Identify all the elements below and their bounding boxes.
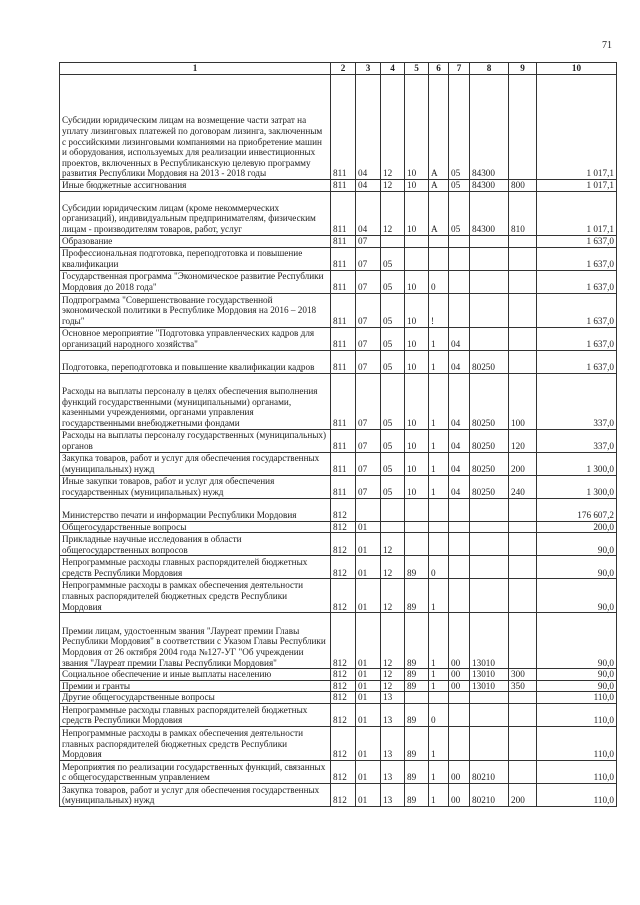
code-cell: 1 (429, 429, 449, 452)
code-cell (449, 703, 470, 726)
code-cell (449, 533, 470, 556)
code-cell (449, 247, 470, 270)
code-cell: 811 (331, 327, 356, 350)
code-cell: 350 (509, 680, 537, 692)
code-cell (449, 726, 470, 760)
code-cell: 1 (429, 475, 449, 498)
row-description: Расходы на выплаты персоналу в целях обеспечения выполнения функций государственными (муниципальными) органами, казенными учреждениями, органами управления государственными внебюджетными фондами (60, 373, 331, 429)
code-cell: 1 (429, 579, 449, 613)
amount-cell: 110,0 (537, 760, 617, 783)
code-cell: 13010 (470, 680, 509, 692)
code-cell: 12 (381, 556, 405, 579)
code-cell: 07 (356, 293, 381, 327)
code-cell: 13 (381, 726, 405, 760)
code-cell (509, 247, 537, 270)
code-cell: 120 (509, 429, 537, 452)
column-header: 4 (381, 63, 405, 75)
table-row (60, 235, 617, 247)
code-cell: 812 (331, 533, 356, 556)
amount-cell: 110,0 (537, 726, 617, 760)
table-row (60, 521, 617, 533)
code-cell: 04 (449, 373, 470, 429)
row-description: Закупка товаров, работ и услуг для обеспечения государственных (муниципальных) нужд (60, 452, 331, 475)
code-cell: 811 (331, 293, 356, 327)
column-header: 10 (537, 63, 617, 75)
code-cell: 05 (381, 270, 405, 293)
budget-table (59, 62, 617, 807)
amount-cell: 90,0 (537, 680, 617, 692)
code-cell (356, 498, 381, 521)
code-cell: 1 (429, 350, 449, 373)
code-cell: 12 (381, 613, 405, 669)
row-description: Субсидии юридическим лицам на возмещение части затрат на уплату лизинговых платежей по договорам лизинга, заключенным с российскими лизинговыми компаниями на приобретение машин и оборудования, используемых для реализации инвестиционных проектов, включенных в Республиканскую целевую программу развития Республики Мордовия на 2013 - 2018 годы (60, 75, 331, 180)
code-cell: 89 (405, 669, 429, 681)
code-cell (470, 579, 509, 613)
code-cell: 07 (356, 327, 381, 350)
code-cell (509, 498, 537, 521)
code-cell: 07 (356, 350, 381, 373)
code-cell: А (429, 191, 449, 235)
code-cell: 13 (381, 692, 405, 704)
code-cell: 0 (429, 556, 449, 579)
table-row (60, 579, 617, 613)
code-cell: 89 (405, 556, 429, 579)
code-cell: 01 (356, 579, 381, 613)
code-cell: 01 (356, 613, 381, 669)
code-cell (470, 293, 509, 327)
code-cell (429, 521, 449, 533)
code-cell: 811 (331, 180, 356, 192)
code-cell: 10 (405, 180, 429, 192)
code-cell: 12 (381, 191, 405, 235)
row-description: Премии и гранты (60, 680, 331, 692)
code-cell: 811 (331, 191, 356, 235)
amount-cell: 337,0 (537, 429, 617, 452)
code-cell: 200 (509, 452, 537, 475)
column-header: 8 (470, 63, 509, 75)
code-cell: 01 (356, 692, 381, 704)
code-cell (449, 235, 470, 247)
code-cell: 812 (331, 680, 356, 692)
code-cell (470, 703, 509, 726)
amount-cell: 176 607,2 (537, 498, 617, 521)
amount-cell: 1 017,1 (537, 191, 617, 235)
code-cell: ! (429, 293, 449, 327)
code-cell: 05 (381, 429, 405, 452)
code-cell: 05 (449, 75, 470, 180)
code-cell: 0 (429, 703, 449, 726)
column-header: 2 (331, 63, 356, 75)
code-cell (405, 692, 429, 704)
code-cell: 10 (405, 191, 429, 235)
table-row (60, 726, 617, 760)
row-description: Расходы на выплаты персоналу государственных (муниципальных) органов (60, 429, 331, 452)
code-cell (429, 235, 449, 247)
code-cell: 13 (381, 783, 405, 806)
code-cell: 100 (509, 373, 537, 429)
code-cell: 810 (509, 191, 537, 235)
table-row (60, 783, 617, 806)
code-cell: 05 (381, 247, 405, 270)
code-cell (405, 498, 429, 521)
amount-cell: 110,0 (537, 783, 617, 806)
amount-cell: 90,0 (537, 669, 617, 681)
code-cell: 811 (331, 350, 356, 373)
row-description: Субсидии юридическим лицам (кроме некоммерческих организаций), индивидуальным предпринимателям, физическим лицам - производителям товаров, работ, услуг (60, 191, 331, 235)
table-row (60, 180, 617, 192)
row-description: Подпрограмма "Совершенствование государственной экономической политики в Республике Мордовия на 2016 – 2018 годы" (60, 293, 331, 327)
code-cell: 80250 (470, 452, 509, 475)
amount-cell: 110,0 (537, 703, 617, 726)
code-cell: 13 (381, 760, 405, 783)
table-row (60, 760, 617, 783)
code-cell: 01 (356, 556, 381, 579)
code-cell: 01 (356, 726, 381, 760)
code-cell (470, 270, 509, 293)
code-cell (470, 247, 509, 270)
code-cell: 00 (449, 680, 470, 692)
code-cell: 04 (356, 180, 381, 192)
amount-cell: 1 637,0 (537, 270, 617, 293)
code-cell: 89 (405, 783, 429, 806)
code-cell (405, 235, 429, 247)
code-cell: 07 (356, 247, 381, 270)
code-cell: 05 (449, 180, 470, 192)
column-header: 5 (405, 63, 429, 75)
code-cell: 07 (356, 475, 381, 498)
code-cell: 10 (405, 293, 429, 327)
code-cell: 12 (381, 533, 405, 556)
row-description: Прикладные научные исследования в области общегосударственных вопросов (60, 533, 331, 556)
code-cell (509, 613, 537, 669)
code-cell: 13010 (470, 669, 509, 681)
row-description: Другие общегосударственные вопросы (60, 692, 331, 704)
code-cell (509, 75, 537, 180)
code-cell (470, 556, 509, 579)
row-description: Иные бюджетные ассигнования (60, 180, 331, 192)
code-cell: 200 (509, 783, 537, 806)
amount-cell: 1 637,0 (537, 350, 617, 373)
code-cell: 12 (381, 579, 405, 613)
table-row (60, 429, 617, 452)
code-cell (470, 533, 509, 556)
table-row (60, 75, 617, 180)
code-cell: 811 (331, 373, 356, 429)
code-cell: 89 (405, 579, 429, 613)
code-cell: 12 (381, 75, 405, 180)
page-number: 71 (602, 40, 612, 51)
column-header: 9 (509, 63, 537, 75)
code-cell: 0 (429, 270, 449, 293)
code-cell: 13 (381, 703, 405, 726)
code-cell: 04 (449, 452, 470, 475)
code-cell (509, 235, 537, 247)
code-cell: 05 (381, 452, 405, 475)
code-cell: 10 (405, 373, 429, 429)
code-cell (509, 556, 537, 579)
code-cell: 811 (331, 270, 356, 293)
code-cell (509, 293, 537, 327)
code-cell: 04 (449, 429, 470, 452)
code-cell (470, 726, 509, 760)
code-cell: 01 (356, 521, 381, 533)
row-description: Закупка товаров, работ и услуг для обеспечения государственных (муниципальных) нужд (60, 783, 331, 806)
code-cell (405, 521, 429, 533)
code-cell (509, 703, 537, 726)
code-cell: 01 (356, 533, 381, 556)
amount-cell: 1 300,0 (537, 452, 617, 475)
code-cell: 811 (331, 235, 356, 247)
table-row (60, 247, 617, 270)
code-cell (449, 521, 470, 533)
code-cell: 811 (331, 75, 356, 180)
code-cell: 812 (331, 579, 356, 613)
code-cell (509, 726, 537, 760)
amount-cell: 337,0 (537, 373, 617, 429)
column-header: 3 (356, 63, 381, 75)
code-cell: 1 (429, 726, 449, 760)
code-cell: 10 (405, 429, 429, 452)
code-cell: 04 (356, 191, 381, 235)
code-cell: 07 (356, 373, 381, 429)
amount-cell: 1 017,1 (537, 180, 617, 192)
code-cell: 89 (405, 760, 429, 783)
code-cell: 84300 (470, 180, 509, 192)
table-header-row (60, 63, 617, 75)
code-cell: 12 (381, 680, 405, 692)
table-row (60, 498, 617, 521)
code-cell: 80250 (470, 475, 509, 498)
row-description: Социальное обеспечение и иные выплаты населению (60, 669, 331, 681)
row-description: Образование (60, 235, 331, 247)
code-cell: 812 (331, 703, 356, 726)
code-cell (509, 692, 537, 704)
code-cell: 812 (331, 783, 356, 806)
amount-cell: 90,0 (537, 613, 617, 669)
row-description: Государственная программа "Экономическое развитие Республики Мордовия до 2018 года" (60, 270, 331, 293)
code-cell (509, 760, 537, 783)
row-description: Иные закупки товаров, работ и услуг для обеспечения государственных (муниципальных) нужд (60, 475, 331, 498)
code-cell: 89 (405, 703, 429, 726)
code-cell: А (429, 180, 449, 192)
code-cell: 80250 (470, 373, 509, 429)
code-cell: 05 (381, 350, 405, 373)
code-cell (509, 579, 537, 613)
row-description: Министерство печати и информации Республики Мордовия (60, 498, 331, 521)
code-cell: 04 (449, 350, 470, 373)
table-row (60, 452, 617, 475)
amount-cell: 1 017,1 (537, 75, 617, 180)
code-cell: 01 (356, 680, 381, 692)
code-cell: 00 (449, 783, 470, 806)
amount-cell: 1 637,0 (537, 293, 617, 327)
table-row (60, 373, 617, 429)
code-cell: 10 (405, 327, 429, 350)
code-cell: 1 (429, 760, 449, 783)
code-cell: 01 (356, 760, 381, 783)
row-description: Премии лицам, удостоенным звания "Лауреат премии Главы Республики Мордовия" в соответствии с Указом Главы Республики Мордовия от 26 октября 2004 года №127-УГ "Об учреждении звания "Лауреат премии Главы Республики Мордовия" (60, 613, 331, 669)
code-cell: 300 (509, 669, 537, 681)
table-row (60, 556, 617, 579)
row-description: Непрограммные расходы в рамках обеспечения деятельности главных распорядителей бюджетных средств Республики Мордовия (60, 579, 331, 613)
code-cell (429, 533, 449, 556)
code-cell (470, 327, 509, 350)
code-cell: 1 (429, 669, 449, 681)
code-cell (470, 521, 509, 533)
code-cell: 00 (449, 760, 470, 783)
code-cell: 240 (509, 475, 537, 498)
amount-cell: 90,0 (537, 533, 617, 556)
code-cell: 05 (381, 327, 405, 350)
code-cell (509, 327, 537, 350)
amount-cell: 90,0 (537, 556, 617, 579)
row-description: Основное мероприятие "Подготовка управленческих кадров для организаций народного хозяйства" (60, 327, 331, 350)
amount-cell: 1 300,0 (537, 475, 617, 498)
table-row (60, 613, 617, 669)
code-cell: 07 (356, 452, 381, 475)
code-cell: 05 (381, 293, 405, 327)
code-cell: 13010 (470, 613, 509, 669)
code-cell (449, 270, 470, 293)
code-cell (509, 533, 537, 556)
code-cell: 01 (356, 703, 381, 726)
column-header: 7 (449, 63, 470, 75)
row-description: Непрограммные расходы в рамках обеспечения деятельности главных распорядителей бюджетных средств Республики Мордовия (60, 726, 331, 760)
code-cell: 1 (429, 680, 449, 692)
code-cell (405, 247, 429, 270)
code-cell (449, 293, 470, 327)
code-cell: 10 (405, 350, 429, 373)
code-cell (381, 521, 405, 533)
code-cell: 12 (381, 180, 405, 192)
code-cell (429, 247, 449, 270)
column-header: 1 (60, 63, 331, 75)
amount-cell: 200,0 (537, 521, 617, 533)
code-cell (429, 498, 449, 521)
row-description: Общегосударственные вопросы (60, 521, 331, 533)
code-cell: 812 (331, 521, 356, 533)
amount-cell: 1 637,0 (537, 235, 617, 247)
code-cell: 811 (331, 429, 356, 452)
row-description: Подготовка, переподготовка и повышение квалификации кадров (60, 350, 331, 373)
code-cell: 04 (356, 75, 381, 180)
code-cell: 80250 (470, 429, 509, 452)
code-cell: 812 (331, 556, 356, 579)
table-row (60, 703, 617, 726)
code-cell: 12 (381, 669, 405, 681)
code-cell: 05 (381, 373, 405, 429)
table-row (60, 692, 617, 704)
code-cell: 1 (429, 327, 449, 350)
code-cell: 10 (405, 75, 429, 180)
code-cell: 00 (449, 613, 470, 669)
code-cell: 07 (356, 270, 381, 293)
code-cell: 89 (405, 726, 429, 760)
code-cell (470, 498, 509, 521)
code-cell (429, 692, 449, 704)
code-cell (509, 350, 537, 373)
code-cell: 1 (429, 452, 449, 475)
code-cell: 812 (331, 760, 356, 783)
code-cell: 811 (331, 247, 356, 270)
amount-cell: 1 637,0 (537, 327, 617, 350)
code-cell: 1 (429, 373, 449, 429)
code-cell (381, 235, 405, 247)
amount-cell: 90,0 (537, 579, 617, 613)
code-cell (509, 521, 537, 533)
table-row (60, 533, 617, 556)
code-cell: 07 (356, 235, 381, 247)
code-cell: 01 (356, 783, 381, 806)
code-cell: 811 (331, 452, 356, 475)
code-cell: 1 (429, 783, 449, 806)
code-cell: 80210 (470, 760, 509, 783)
code-cell: 10 (405, 452, 429, 475)
code-cell (449, 498, 470, 521)
code-cell: 04 (449, 475, 470, 498)
code-cell (470, 235, 509, 247)
code-cell: 811 (331, 475, 356, 498)
amount-cell: 110,0 (537, 692, 617, 704)
code-cell: 07 (356, 429, 381, 452)
table-row (60, 350, 617, 373)
code-cell (470, 692, 509, 704)
code-cell: 800 (509, 180, 537, 192)
code-cell: 05 (381, 475, 405, 498)
row-description: Непрограммные расходы главных распорядителей бюджетных средств Республики Мордовия (60, 703, 331, 726)
code-cell: 84300 (470, 75, 509, 180)
table-row (60, 293, 617, 327)
code-cell: 05 (449, 191, 470, 235)
row-description: Мероприятия по реализации государственных функций, связанных с общегосударственным управлением (60, 760, 331, 783)
table-row (60, 475, 617, 498)
code-cell: 812 (331, 613, 356, 669)
table-row (60, 680, 617, 692)
row-description: Профессиональная подготовка, переподготовка и повышение квалификации (60, 247, 331, 270)
code-cell: 1 (429, 613, 449, 669)
code-cell: А (429, 75, 449, 180)
table-row (60, 327, 617, 350)
row-description: Непрограммные расходы главных распорядителей бюджетных средств Республики Мордовия (60, 556, 331, 579)
code-cell (405, 533, 429, 556)
code-cell (449, 692, 470, 704)
code-cell: 812 (331, 726, 356, 760)
code-cell: 00 (449, 669, 470, 681)
code-cell: 89 (405, 680, 429, 692)
code-cell: 01 (356, 669, 381, 681)
table-row (60, 270, 617, 293)
code-cell: 84300 (470, 191, 509, 235)
code-cell: 10 (405, 475, 429, 498)
table-row (60, 669, 617, 681)
code-cell: 10 (405, 270, 429, 293)
code-cell: 812 (331, 692, 356, 704)
code-cell (509, 270, 537, 293)
code-cell (449, 579, 470, 613)
amount-cell: 1 637,0 (537, 247, 617, 270)
table-row (60, 191, 617, 235)
code-cell (381, 498, 405, 521)
code-cell (449, 556, 470, 579)
code-cell: 80210 (470, 783, 509, 806)
code-cell: 812 (331, 498, 356, 521)
column-header: 6 (429, 63, 449, 75)
code-cell: 812 (331, 669, 356, 681)
code-cell: 04 (449, 327, 470, 350)
code-cell: 80250 (470, 350, 509, 373)
code-cell: 89 (405, 613, 429, 669)
